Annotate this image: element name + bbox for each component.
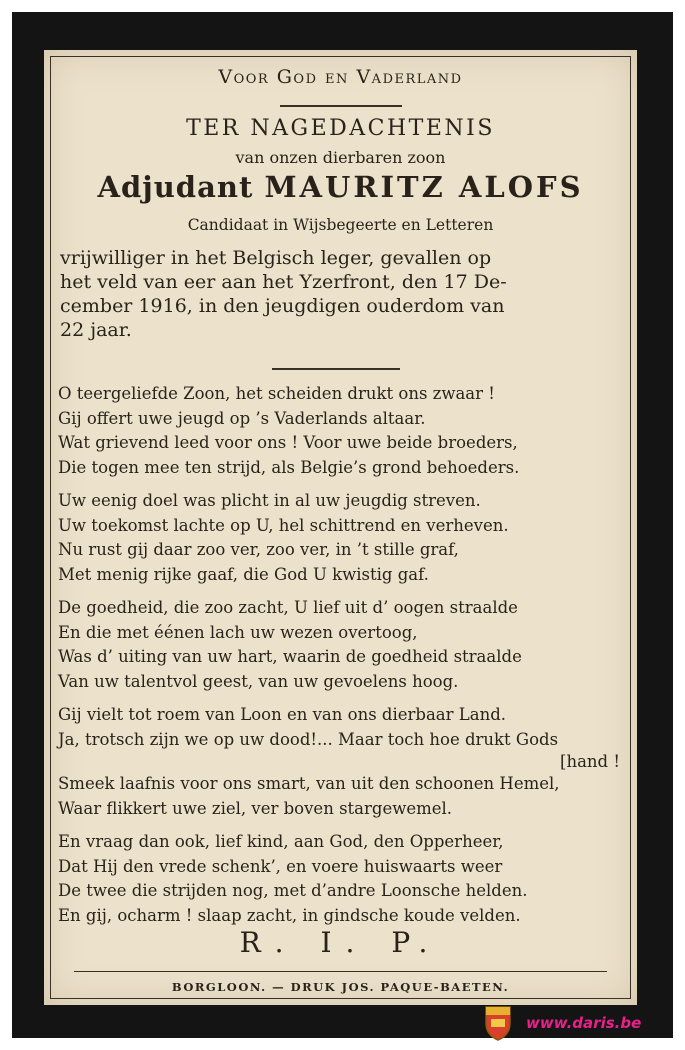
verse-line: En vraag dan ook, lief kind, aan God, den Opperheer, [58, 832, 504, 851]
verse-line: Gij offert uwe jeugd op ’s Vaderlands altaar. [58, 408, 426, 428]
paragraph-line: cember 1916, in den jeugdigen ouderdom van [60, 295, 505, 317]
verse-line: Wat grievend leed voor ons ! Voor uwe beide broeders, [58, 433, 518, 452]
verse [58, 703, 632, 821]
verse-line: Waar flikkert uwe ziel, ver boven stargewemel. [58, 798, 453, 818]
biography-paragraph [60, 246, 632, 342]
verse-line: Die togen mee ten strijd, als Belgie’s grond behoeders. [58, 457, 520, 477]
divider-top [280, 105, 402, 107]
verse [58, 596, 632, 694]
rip-closing: R. I. P. [239, 926, 442, 959]
verse-line: Uw toekomst lachte op U, hel schittrend en verheven. [58, 515, 509, 535]
verse-line: Smeek laafnis voor ons smart, van uit den schoonen Hemel, [58, 774, 560, 793]
verse [58, 489, 632, 587]
verse-line: En die met éénen lach uw wezen overtoog, [58, 622, 418, 642]
printer-credit: BORGLOON. — DRUK JOS. PAQUE-BAETEN. [171, 980, 510, 994]
verse-line-continuation: [hand ! [560, 752, 620, 771]
verse [58, 382, 632, 480]
verse-line: De goedheid, die zoo zacht, U lief uit d’ oogen straalde [58, 598, 518, 617]
divider-middle [272, 368, 400, 370]
divider-bottom [74, 971, 607, 972]
rank: Adjudant [97, 170, 254, 204]
deceased-name [44, 170, 637, 204]
verse-line: Dat Hij den vrede schenk’, en voere huiswaarts weer [58, 856, 503, 876]
verse-line: Was d’ uiting van uw hart, waarin de goedheid straalde [58, 647, 522, 666]
verse-line: De twee die strijden nog, met d’andre Loonsche helden. [58, 881, 528, 900]
crest-icon [483, 1003, 513, 1041]
watermark[interactable]: www.daris.be [526, 1014, 642, 1032]
paragraph-line: het veld van eer aan het Yzerfront, den 17 De- [60, 271, 507, 293]
verse-line: En gij, ocharm ! slaap zacht, in gindsche koude velden. [58, 905, 521, 925]
verse [58, 830, 632, 928]
verse-line: Ja, trotsch zijn we op uw dood!... Maar toch hoe drukt Gods [58, 729, 559, 749]
full-name: MAURITZ ALOFS [264, 170, 584, 204]
poem [58, 382, 632, 937]
verse-line: O teergeliefde Zoon, het scheiden drukt ons zwaar ! [58, 384, 495, 403]
verse-line: Uw eenig doel was plicht in al uw jeugdig streven. [58, 491, 481, 510]
verse-line: Gij vielt tot roem van Loon en van ons dierbaar Land. [58, 705, 507, 724]
paragraph-line: vrijwilliger in het Belgisch leger, gevallen op [60, 247, 492, 269]
subheading: van onzen dierbaren zoon [235, 148, 446, 167]
memorial-card [44, 50, 637, 1005]
verse-line: Met menig rijke gaaf, die God U kwistig gaf. [58, 564, 429, 584]
memorial-heading: TER NAGEDACHTENIS [186, 116, 495, 141]
motto: Voor God en Vaderland [218, 66, 463, 88]
verse-line: Van uw talentvol geest, van uw gevoelens hoog. [58, 671, 459, 691]
paragraph-line: 22 jaar. [60, 319, 132, 341]
verse-line: Nu rust gij daar zoo ver, zoo ver, in ’t stille graf, [58, 540, 459, 559]
degree: Candidaat in Wijsbegeerte en Letteren [187, 216, 494, 234]
